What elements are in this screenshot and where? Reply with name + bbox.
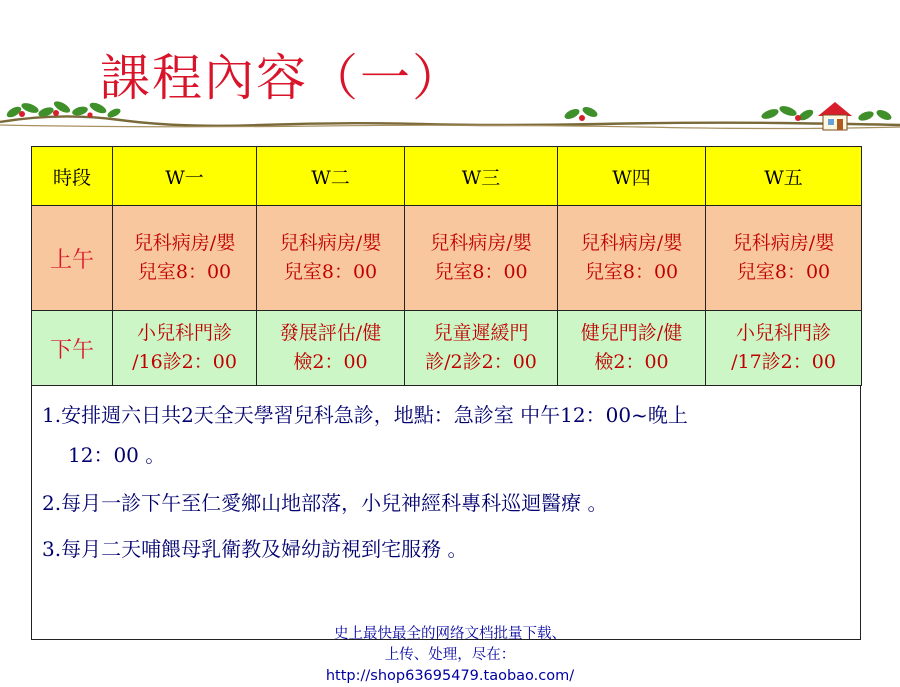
cell-morning-thursday: 兒科病房/嬰 兒室8：00: [558, 206, 706, 311]
cell-morning-wednesday: 兒科病房/嬰 兒室8：00: [405, 206, 558, 311]
note-3: 3.每月二天哺餵母乳衛教及婦幼訪視到宅服務 。: [42, 537, 468, 561]
vine-branch-decoration: [0, 99, 900, 128]
footer-line-2: 上传、处理，尽在：: [384, 647, 516, 663]
header-time-slot: 時段: [32, 147, 113, 206]
footer-line-1: 史上最快最全的网络文档批量下载、: [334, 626, 566, 642]
cell-afternoon-friday: 小兒科門診 /17診2：00: [706, 311, 862, 386]
cell-morning-tuesday: 兒科病房/嬰 兒室8：00: [257, 206, 405, 311]
header-monday: W一: [113, 147, 257, 206]
cell-afternoon-wednesday: 兒童遲緩門 診/2診2：00: [405, 311, 558, 386]
header-thursday: W四: [558, 147, 706, 206]
cell-afternoon-thursday: 健兒門診/健 檢2：00: [558, 311, 706, 386]
header-friday: W五: [706, 147, 862, 206]
table-row-afternoon: [32, 311, 862, 386]
footer-watermark: [0, 624, 900, 687]
cell-morning-monday: 兒科病房/嬰 兒室8：00: [113, 206, 257, 311]
note-1-continued: 12：00 。: [68, 443, 166, 467]
table-row-morning: [32, 206, 862, 311]
house-icon: [818, 102, 852, 130]
table-header-row: [32, 147, 862, 206]
footer-line-3[interactable]: http://shop63695479.taobao.com/: [325, 668, 575, 684]
header-tuesday: W二: [257, 147, 405, 206]
note-1: 1.安排週六日共2天全天學習兒科急診，地點：急診室 中午12：00~晚上: [42, 403, 688, 427]
notes-box: [31, 385, 861, 640]
schedule-table: [31, 146, 862, 386]
vine-banner: [0, 98, 900, 134]
note-2: 2.每月一診下午至仁愛鄉山地部落，小兒神經科專科巡迴醫療 。: [42, 491, 608, 515]
cell-morning-friday: 兒科病房/嬰 兒室8：00: [706, 206, 862, 311]
cell-afternoon-monday: 小兒科門診 /16診2：00: [113, 311, 257, 386]
cell-afternoon-tuesday: 發展評估/健 檢2：00: [257, 311, 405, 386]
header-wednesday: W三: [405, 147, 558, 206]
slide-title: 課程內容（一）: [100, 49, 464, 107]
row-label-morning: 上午: [32, 206, 113, 311]
row-label-afternoon: 下午: [32, 311, 113, 386]
